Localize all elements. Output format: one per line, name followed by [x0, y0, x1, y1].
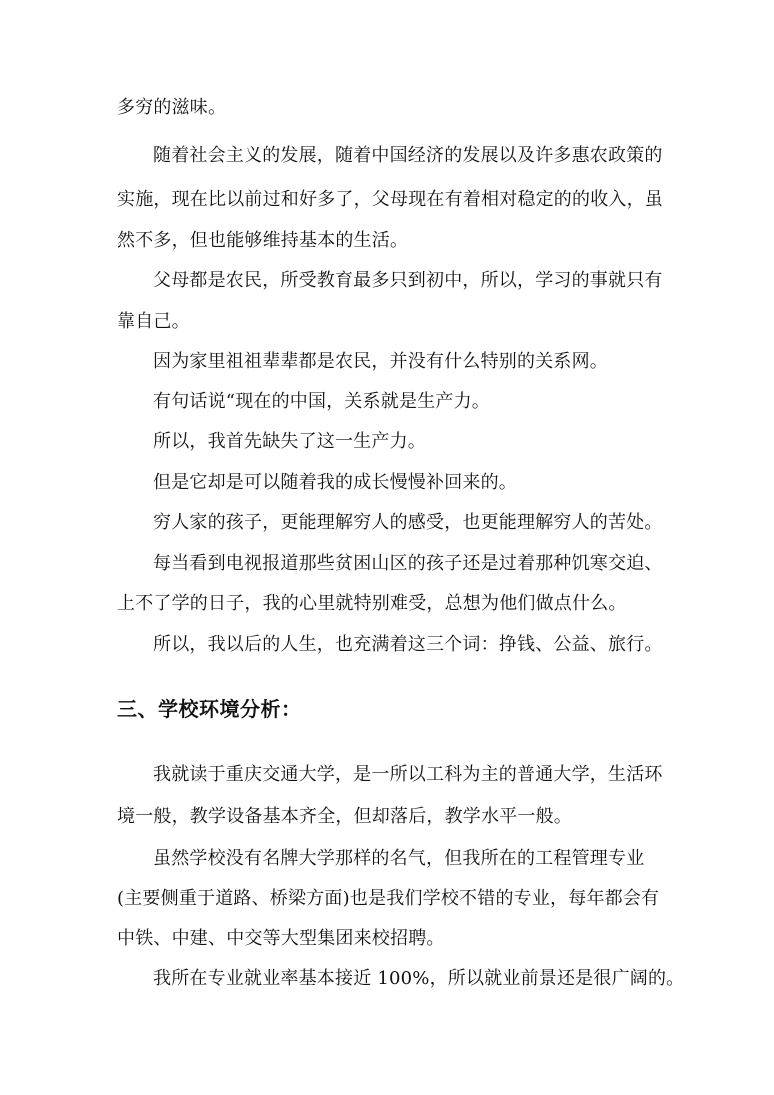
text-line: 所以，我以后的人生，也充满着这三个词：挣钱、公益、旅行。 — [153, 634, 663, 655]
text-line: 父母都是农民，所受教育最多只到初中，所以，学习的事就只有 — [153, 270, 663, 291]
text-line: 实施，现在比以前过和好多了，父母现在有着相对稳定的的收入，虽 — [117, 189, 663, 210]
text-line: 有句话说“现在的中国，关系就是生产力。 — [153, 391, 491, 412]
text-line: 然不多，但也能够维持基本的生活。 — [117, 230, 409, 251]
text-line: 靠自己。 — [117, 311, 190, 332]
text-line: 境一般，教学设备基本齐全，但却落后，教学水平一般。 — [117, 806, 572, 827]
text-line: 我所在专业就业率基本接近 100%，所以就业前景还是很广阔的。 — [153, 968, 685, 989]
text-line: 虽然学校没有名牌大学那样的名气，但我所在的工程管理专业 — [153, 848, 645, 869]
text-line: 随着社会主义的发展，随着中国经济的发展以及许多惠农政策的 — [153, 145, 663, 166]
text-line: 每当看到电视报道那些贫困山区的孩子还是过着那种饥寒交迫、 — [153, 553, 663, 574]
text-line: 上不了学的日子，我的心里就特别难受，总想为他们做点什么。 — [117, 593, 627, 614]
text-line: 中铁、中建、中交等大型集团来校招聘。 — [117, 928, 445, 949]
text-line: 但是它却是可以随着我的成长慢慢补回来的。 — [153, 472, 517, 493]
text-line: 因为家里祖祖辈辈都是农民，并没有什么特别的关系网。 — [153, 351, 608, 372]
text-line: 多穷的滋味。 — [117, 97, 227, 118]
section-heading: 三、学校环境分析： — [117, 697, 302, 721]
text-line: 所以，我首先缺失了这一生产力。 — [153, 431, 426, 452]
text-line: 我就读于重庆交通大学，是一所以工科为主的普通大学，生活环 — [153, 764, 663, 785]
text-line: (主要侧重于道路、桥梁方面)也是我们学校不错的专业，每年都会有 — [117, 888, 660, 909]
text-line: 穷人家的孩子，更能理解穷人的感受，也更能理解穷人的苦处。 — [153, 512, 663, 533]
